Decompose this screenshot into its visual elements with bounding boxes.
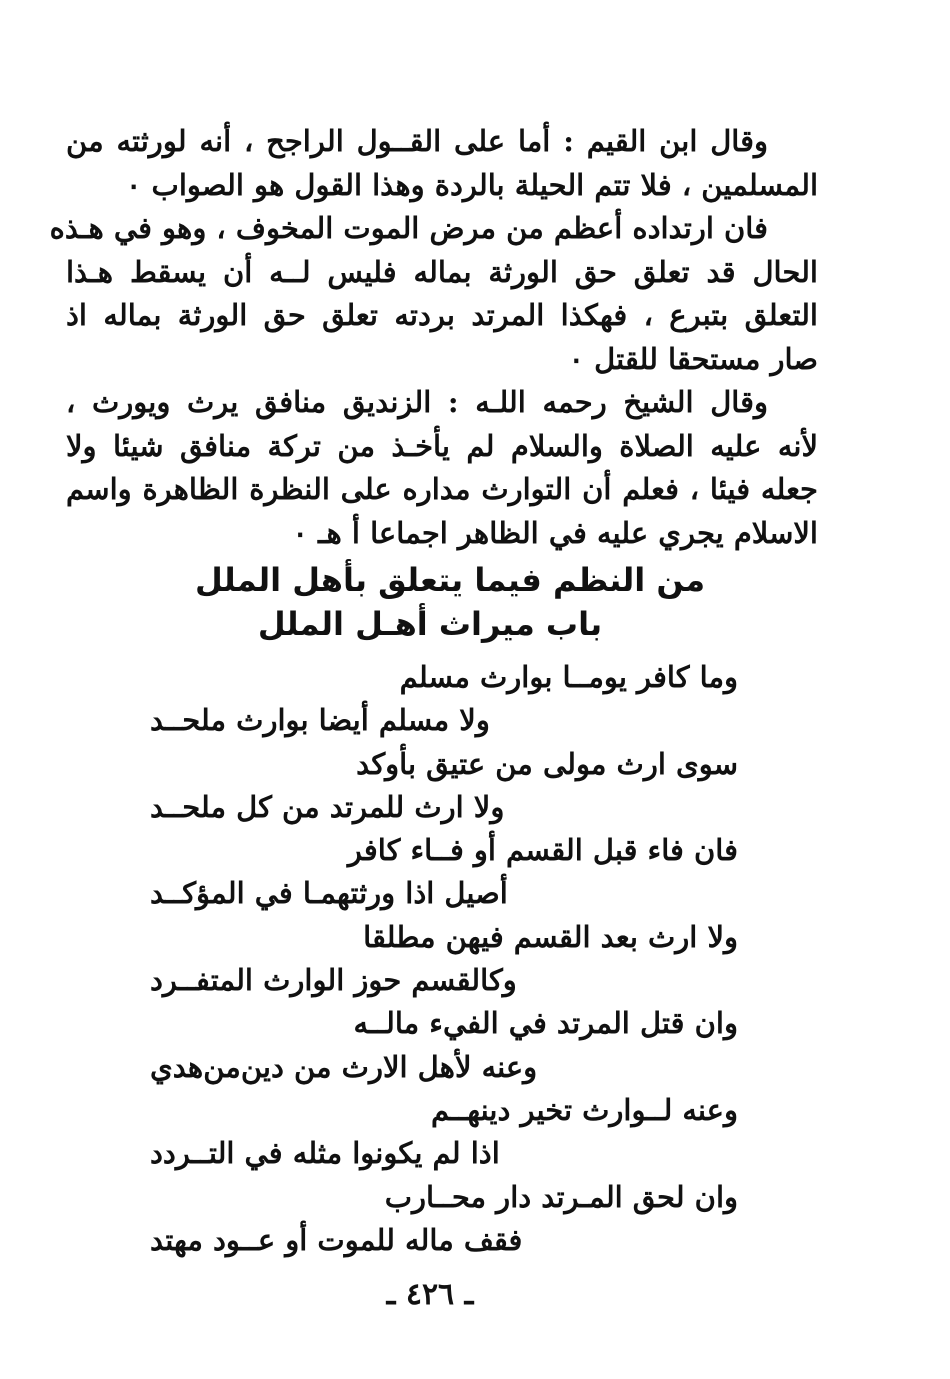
text-line: صار مستحقا للقتل ٠ (568, 341, 818, 376)
text-line: جعله فيئا ، فعلم أن التوارث مداره على النظرة الظاهرة واسم (66, 472, 818, 506)
text-line: الحال قد تعلق حق الورثة بماله فليس لــه أن يسقط هـذا (66, 254, 818, 289)
paragraph-ibn-alqayyim (66, 120, 818, 207)
verse-first-hemistich: سوى ارث مولى من عتيق بأوكد (356, 746, 738, 781)
paragraph-shaykh-zindiq (66, 381, 818, 555)
verse-first-hemistich: وان لحق المـرتد دار محــارب (384, 1179, 738, 1214)
text-line: فان ارتداده أعظم من مرض الموت المخوف ، وهو في هـذه (49, 211, 768, 245)
verse-second-hemistich: وكالقسم حوز الوارث المتفــرد (150, 963, 517, 998)
verse-second-hemistich: ولا مسلم أيضا بوارث ملحــد (150, 703, 490, 738)
chapter-heading: باب ميراث أهـل الملل (257, 605, 603, 643)
prose-block (49, 120, 818, 555)
verse-first-hemistich: وعنه لــوارث تخير دينهــم (430, 1092, 738, 1127)
text-line: وقال الشيخ رحمه اللـه : الزنديق منافق يرث ويورث ، (66, 385, 768, 419)
section-heading: من النظم فيما يتعلق بأهل الملل (195, 561, 705, 599)
verse-first-hemistich: وان قتل المرتد في الفيء مالــه (353, 1006, 738, 1041)
paragraph-apostasy-illness (49, 207, 818, 381)
verse-second-hemistich: ولا ارث للمرتد من كل ملحــد (150, 789, 505, 824)
text-line: لأنه عليه الصلاة والسلام لم يأخـذ من تركة منافق شيئا ولا (66, 428, 818, 463)
verse-second-hemistich: أصيل اذا ورثتهمـا في المؤكــد (150, 876, 508, 911)
verse-first-hemistich: فان فاء قبل القسم أو فــاء كافر (347, 833, 738, 868)
page-number: ـ ٤٢٦ ـ (386, 1277, 474, 1312)
text-line: التعلق بتبرع ، فهكذا المرتد بردته تعلق حق الورثة بماله اذ (66, 298, 818, 332)
verse-second-hemistich: اذا لم يكونوا مثله في التــردد (150, 1136, 500, 1171)
text-line: المسلمين ، فلا تتم الحيلة بالردة وهذا القول هو الصواب ٠ (125, 167, 818, 202)
verse-second-hemistich: فقف ماله للموت أو عــود مهتد (150, 1222, 523, 1257)
verse-first-hemistich: وما كافر يومــا بوارث مسلم (399, 660, 738, 694)
verse-first-hemistich: ولا ارث بعد القسم فيهن مطلقا (363, 919, 738, 954)
text-line: وقال ابن القيم : أما على القــول الراجح ، أنه لورثته من (66, 124, 768, 158)
poem-verses (150, 656, 738, 1262)
text-line: الاسلام يجري عليه في الظاهر اجماعا أ هـ ٠ (292, 515, 818, 550)
verse-second-hemistich: وعنه لأهل الارث من دين‌من‌هدي (150, 1049, 538, 1084)
